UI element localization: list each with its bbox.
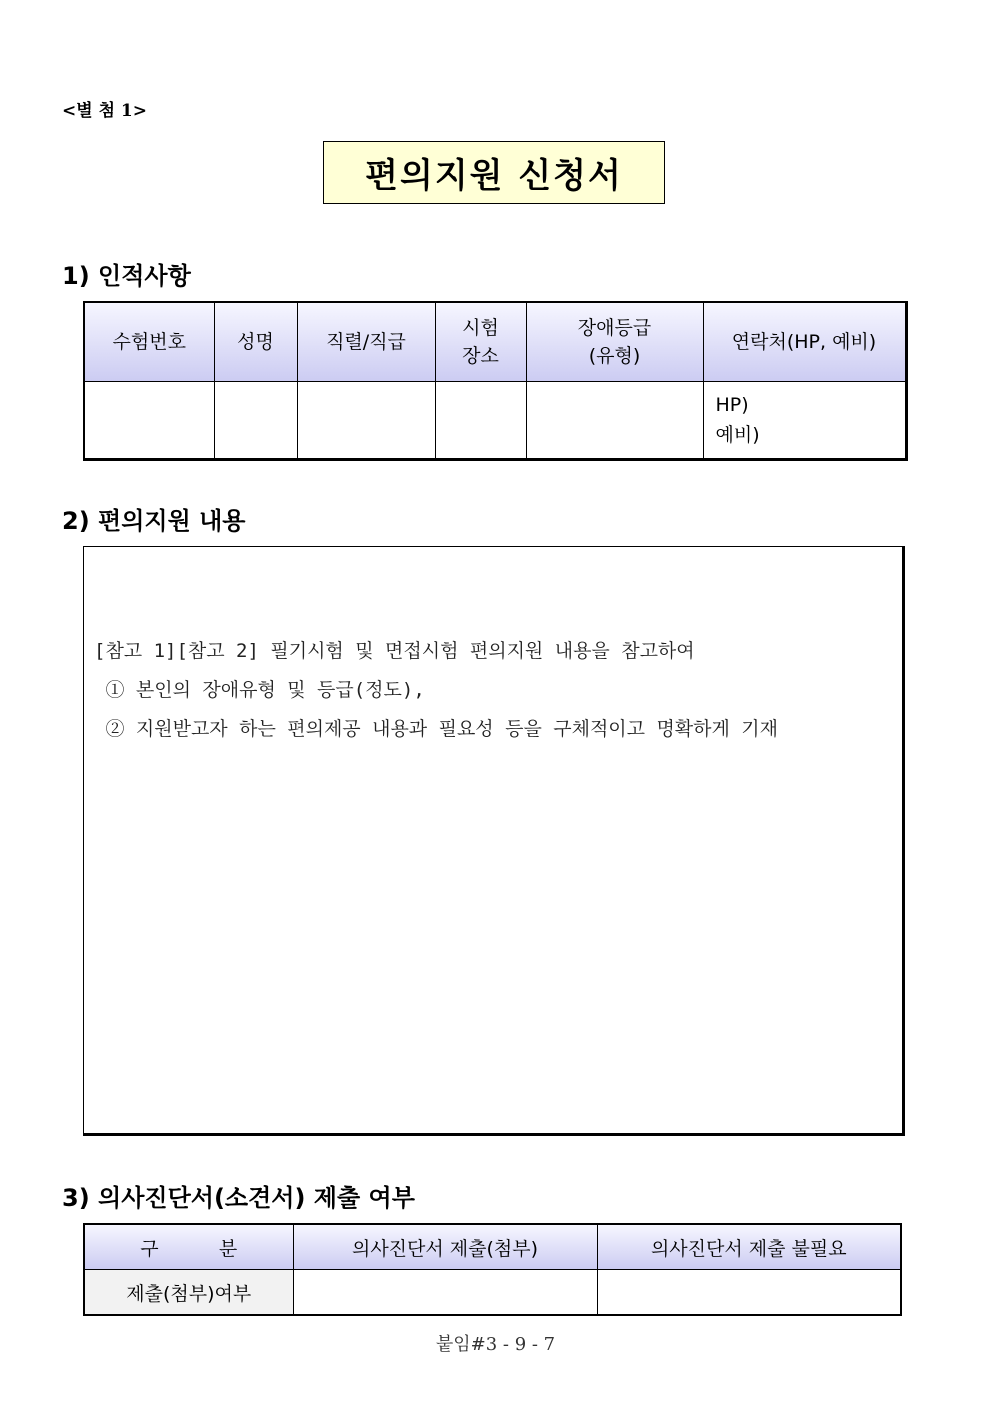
header-not-required: 의사진단서 제출 불필요	[597, 1224, 901, 1270]
support-content-box[interactable]	[83, 546, 905, 1136]
header-job-grade: 직렬/직급	[297, 302, 435, 382]
header-disability-grade: 장애등급 (유형)	[526, 302, 703, 382]
header-contact: 연락처(HP, 예비)	[703, 302, 906, 382]
attachment-label: <별 첨 1>	[62, 101, 147, 121]
header-name: 성명	[214, 302, 297, 382]
contact-spare-label: 예비)	[715, 424, 760, 446]
section2-heading: 2) 편의지원 내용	[62, 507, 246, 535]
section1-heading: 1) 인적사항	[62, 262, 191, 290]
not-required-cell[interactable]	[597, 1270, 901, 1316]
contact-hp-label: HP)	[715, 394, 749, 416]
guidance-line: [참고 1][참고 2] 필기시험 및 면접시험 편의지원 내용을 참고하여	[94, 640, 695, 662]
submitted-cell[interactable]	[293, 1270, 597, 1316]
contact-field[interactable]	[703, 382, 906, 460]
table-row	[84, 382, 906, 460]
job-grade-field[interactable]	[297, 382, 435, 460]
guidance-line: ② 지원받고자 하는 편의제공 내용과 필요성 등을 구체적이고 명확하게 기재	[94, 718, 779, 740]
diagnosis-submission-table	[83, 1223, 902, 1316]
header-exam-number: 수험번호	[84, 302, 214, 382]
header-exam-place: 시험 장소	[435, 302, 526, 382]
form-title: 편의지원 신청서	[323, 141, 665, 204]
page-footer: 붙임#3 - 9 - 7	[435, 1334, 556, 1355]
personal-info-table	[83, 301, 908, 461]
section3-heading: 3) 의사진단서(소견서) 제출 여부	[62, 1184, 415, 1212]
table-header-row	[84, 1224, 901, 1270]
row-label-submission: 제출(첨부)여부	[84, 1270, 293, 1316]
table-row	[84, 1270, 901, 1316]
guidance-notes	[94, 638, 778, 755]
table-header-row	[84, 302, 906, 382]
header-category: 구 분	[84, 1224, 293, 1270]
guidance-line: ① 본인의 장애유형 및 등급(정도),	[94, 679, 425, 701]
exam-place-field[interactable]	[435, 382, 526, 460]
disability-grade-field[interactable]	[526, 382, 703, 460]
name-field[interactable]	[214, 382, 297, 460]
header-submitted: 의사진단서 제출(첨부)	[293, 1224, 597, 1270]
exam-number-field[interactable]	[84, 382, 214, 460]
